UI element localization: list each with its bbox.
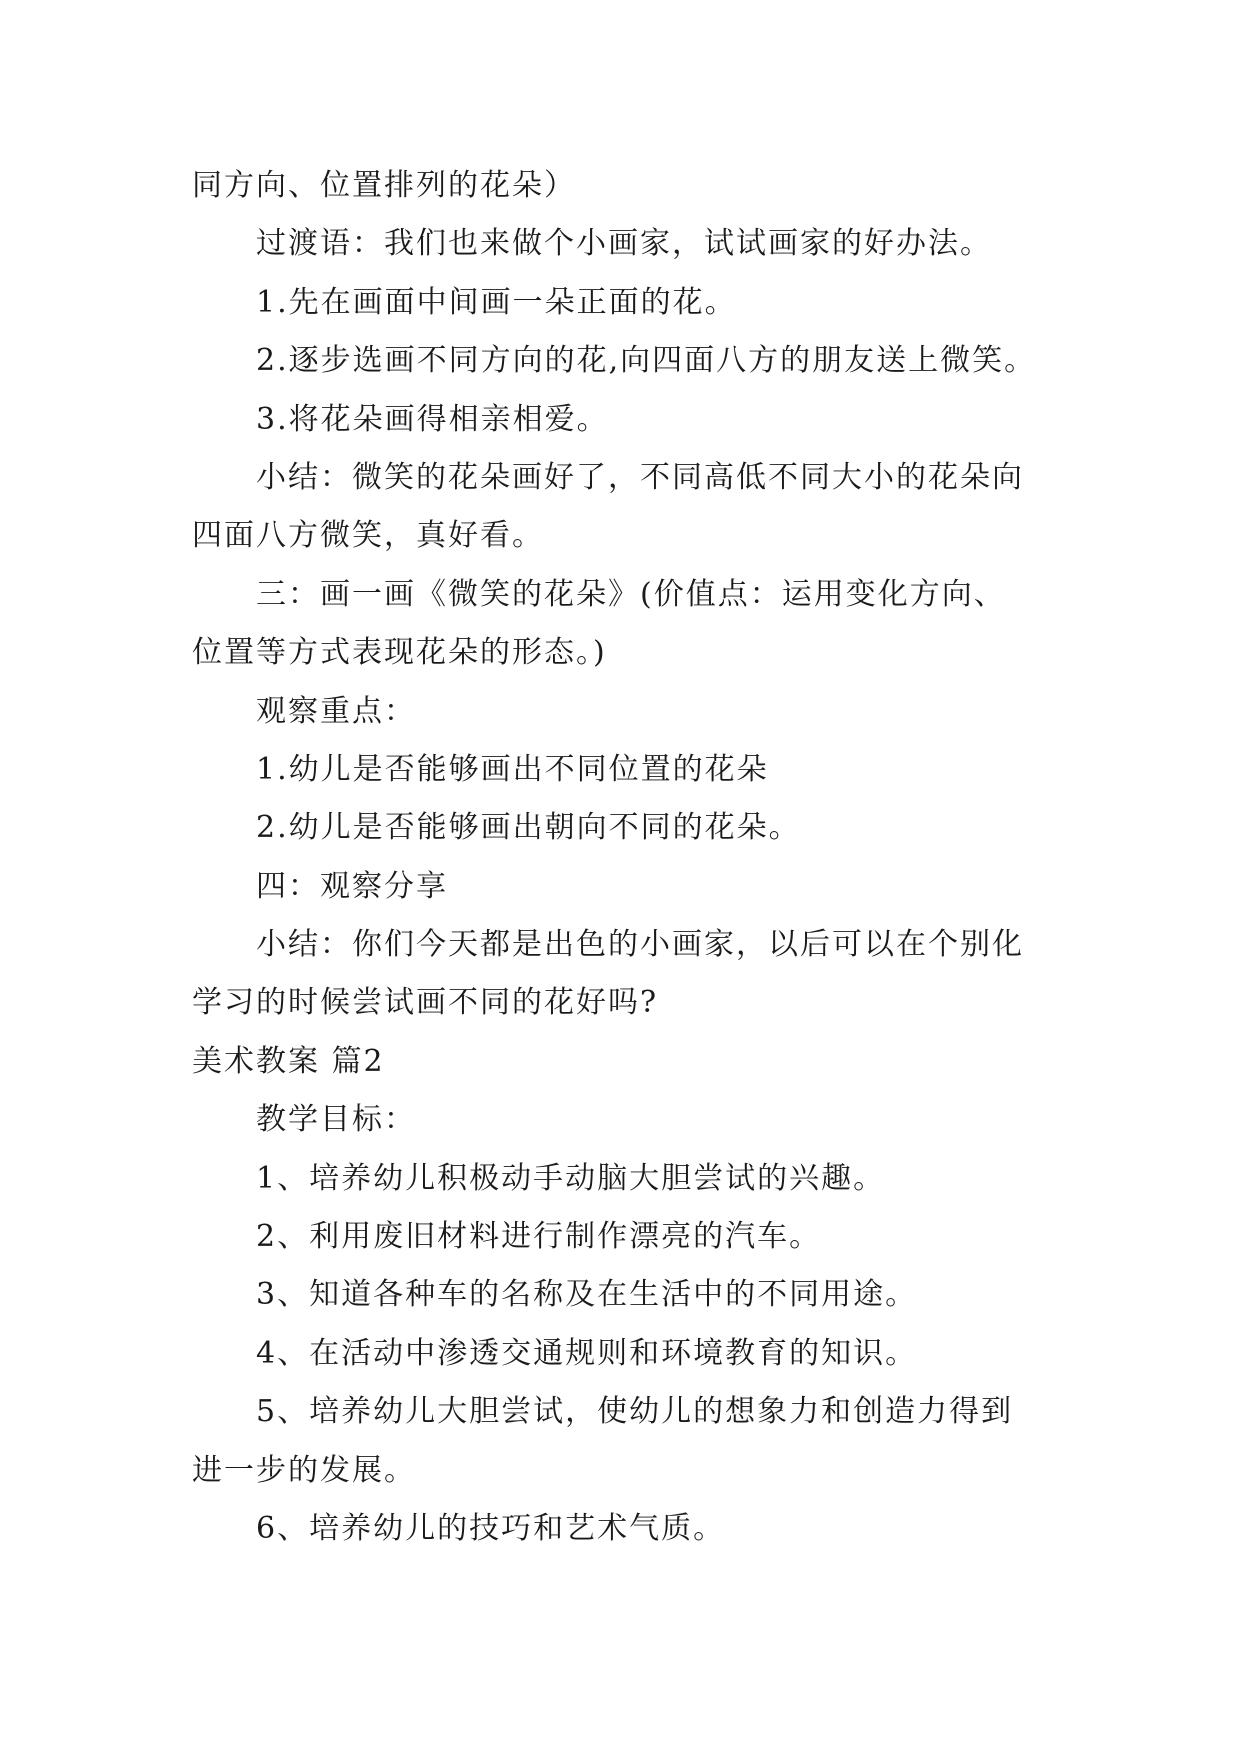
text-line: 5、培养幼儿大胆尝试，使幼儿的想象力和创造力得到: [256, 1394, 1014, 1430]
text-line: 三：画一画《微笑的花朵》(价值点：运用变化方向、: [256, 576, 1006, 612]
text-line: 2.幼儿是否能够画出朝向不同的花朵。: [256, 810, 801, 846]
text-line: 小结：微笑的花朵画好了，不同高低不同大小的花朵向: [256, 459, 1024, 495]
document-body: [192, 157, 1052, 1558]
text-line: 位置等方式表现花朵的形态。): [192, 635, 607, 671]
text-line: 6、培养幼儿的技巧和艺术气质。: [256, 1510, 726, 1546]
text-line: 1.幼儿是否能够画出不同位置的花朵: [256, 751, 769, 787]
text-line: 1、培养幼儿积极动手动脑大胆尝试的兴趣。: [256, 1160, 886, 1196]
text-line: 3.将花朵画得相亲相爱。: [256, 401, 609, 437]
text-line: 过渡语：我们也来做个小画家，试试画家的好办法。: [256, 226, 992, 262]
text-line: 四面八方微笑，真好看。: [192, 518, 544, 554]
text-line: 美术教案 篇2: [192, 1043, 385, 1079]
text-line: 观察重点：: [256, 693, 416, 729]
text-line: 4、在活动中渗透交通规则和环境教育的知识。: [256, 1335, 918, 1371]
text-line: 1.先在画面中间画一朵正面的花。: [256, 284, 737, 320]
text-line: 小结：你们今天都是出色的小画家，以后可以在个别化: [256, 927, 1024, 963]
text-line: 2.逐步选画不同方向的花,向四面八方的朋友送上微笑。: [256, 343, 1037, 379]
text-line: 教学目标：: [256, 1102, 416, 1138]
text-line: 进一步的发展。: [192, 1452, 416, 1488]
text-line: 3、知道各种车的名称及在生活中的不同用途。: [256, 1277, 918, 1313]
text-line: 同方向、位置排列的花朵）: [192, 168, 576, 203]
text-line: 四：观察分享: [256, 868, 448, 904]
text-line: 学习的时候尝试画不同的花好吗?: [192, 985, 659, 1021]
text-line: 2、利用废旧材料进行制作漂亮的汽车。: [256, 1219, 822, 1255]
